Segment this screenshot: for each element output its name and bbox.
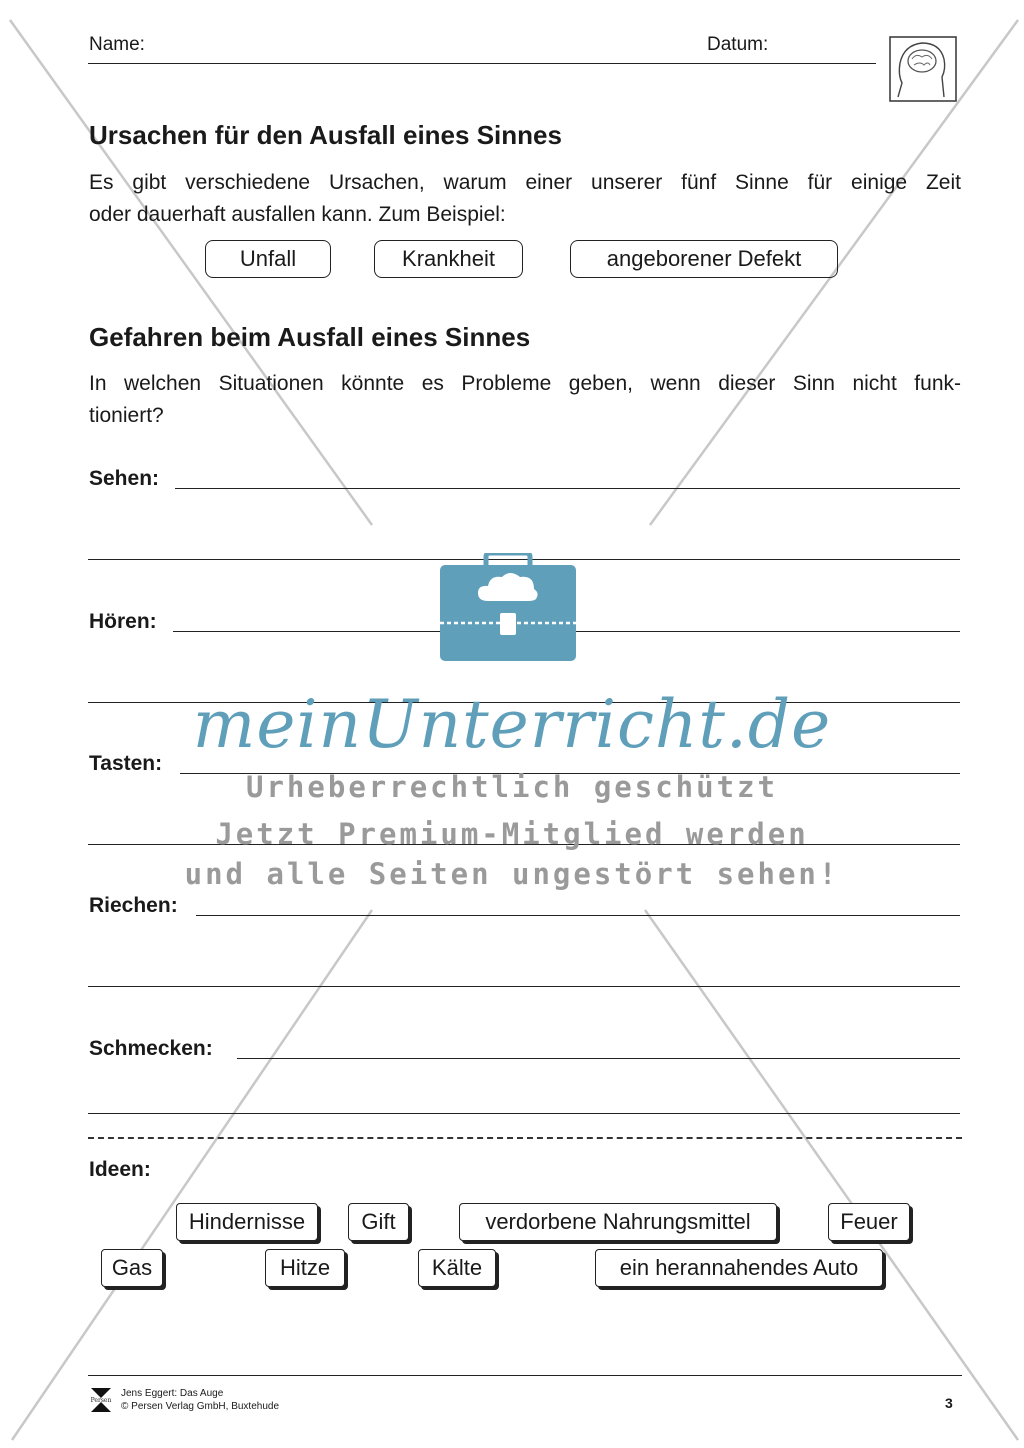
footer-line <box>88 1375 962 1376</box>
writing-line-schmecken-1[interactable] <box>237 1058 960 1059</box>
writing-line-riechen-2[interactable] <box>88 986 960 987</box>
dangers-question-line2: tioniert? <box>89 404 164 427</box>
causes-text <box>89 167 961 231</box>
sense-label-tasten: Tasten: <box>89 752 163 775</box>
dangers-question <box>89 368 961 432</box>
idea-chip-feuer: Feuer <box>828 1203 910 1241</box>
footer-publisher: © Persen Verlag GmbH, Buxtehude <box>121 1401 280 1412</box>
cause-box-unfall: Unfall <box>205 240 331 278</box>
cut-line <box>88 1137 962 1139</box>
footer-author: Jens Eggert: Das Auge <box>121 1388 224 1399</box>
cause-box-krankheit: Krankheit <box>374 240 523 278</box>
writing-line-sehen-1[interactable] <box>175 488 960 489</box>
sense-label-hoeren: Hören: <box>89 610 157 633</box>
sense-label-sehen: Sehen: <box>89 467 160 490</box>
briefcase-cloud-icon <box>438 553 578 663</box>
idea-chip-hindernisse: Hindernisse <box>176 1203 318 1241</box>
causes-text-line2: oder dauerhaft ausfallen kann. Zum Beispiel: <box>89 203 506 226</box>
causes-text-line1: Es gibt verschiedene Ursachen, warum einer unserer fünf Sinne für einige Zeit <box>89 171 961 194</box>
causes-title: Ursachen für den Ausfall eines Sinnes <box>89 120 562 150</box>
idea-chip-nahrungsmittel: verdorbene Nahrungsmittel <box>459 1203 777 1241</box>
watermark-line1: Urheberrechtlich geschützt <box>246 770 778 804</box>
sense-label-riechen: Riechen: <box>89 894 178 917</box>
name-label: Name: <box>89 34 145 55</box>
dangers-title: Gefahren beim Ausfall eines Sinnes <box>89 322 531 352</box>
idea-chip-gift: Gift <box>348 1203 409 1241</box>
watermark-line2: Jetzt Premium-Mitglied werden <box>215 817 809 851</box>
persen-logo <box>89 1386 113 1414</box>
writing-line-riechen-1[interactable] <box>196 915 960 916</box>
date-label: Datum: <box>707 34 769 55</box>
watermark-line3: und alle Seiten ungestört sehen! <box>184 857 840 891</box>
idea-chip-kaelte: Kälte <box>418 1249 496 1287</box>
header-line <box>88 63 876 64</box>
persen-logo-text: Persen <box>90 1397 112 1404</box>
watermark-site: meinUnterricht.de <box>192 686 832 763</box>
writing-line-schmecken-2[interactable] <box>88 1113 960 1114</box>
idea-chip-gas: Gas <box>101 1249 163 1287</box>
ideas-label: Ideen: <box>89 1158 151 1181</box>
cause-box-defekt: angeborener Defekt <box>570 240 838 278</box>
page-number: 3 <box>945 1395 953 1411</box>
dangers-question-line1: In welchen Situationen könnte es Probleme geben, wenn dieser Sinn nicht funk- <box>89 372 961 395</box>
head-brain-icon <box>888 35 958 103</box>
idea-chip-hitze: Hitze <box>265 1249 345 1287</box>
sense-label-schmecken: Schmecken: <box>89 1037 213 1060</box>
idea-chip-auto: ein herannahendes Auto <box>595 1249 883 1287</box>
